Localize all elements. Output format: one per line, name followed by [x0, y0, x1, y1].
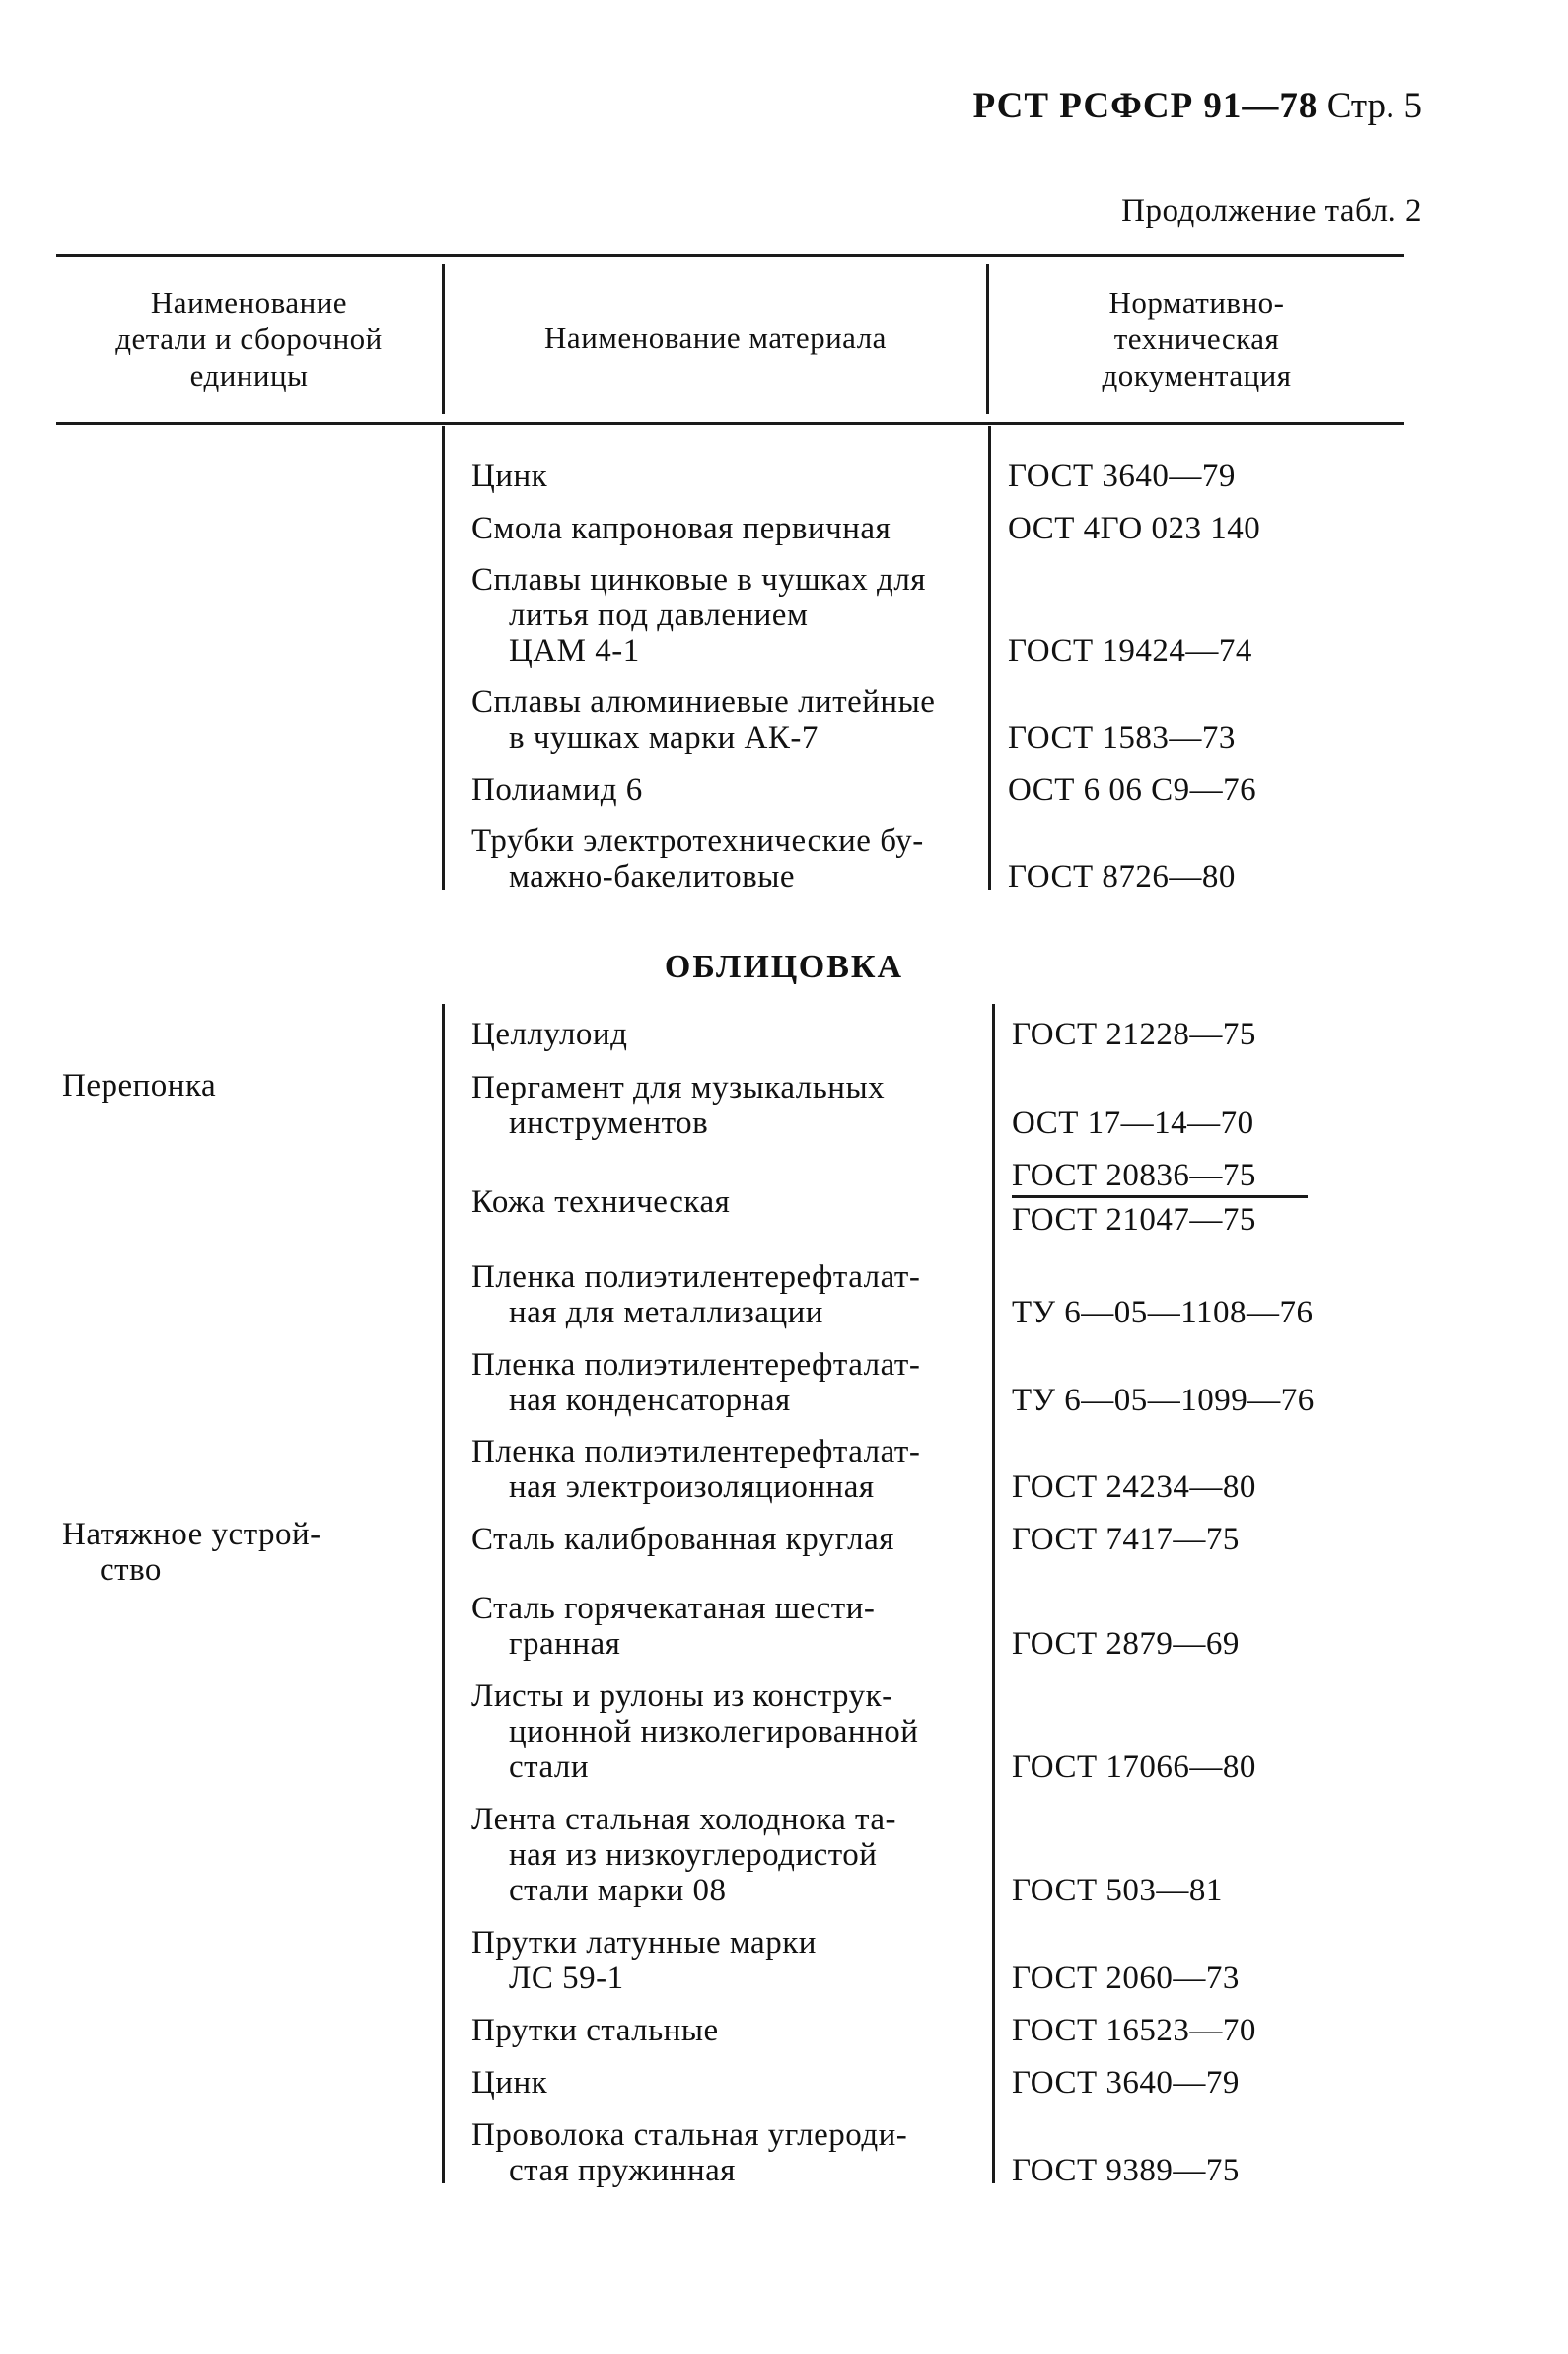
page-header: [973, 85, 1422, 127]
doc-cell: ГОСТ 24234—80: [1012, 1469, 1256, 1505]
doc-cell: ГОСТ 19424—74: [1008, 633, 1252, 669]
table-header-bottom-rule: [56, 422, 1404, 425]
body-divider-left-2: [442, 1004, 445, 2183]
doc-cell: ГОСТ 2879—69: [1012, 1626, 1240, 1662]
doc-cell: ГОСТ 21228—75: [1012, 1017, 1256, 1052]
doc-cell: ОСТ 6 06 С9—76: [1008, 772, 1257, 808]
material-cell: Прутки стальные: [471, 2013, 719, 2048]
material-cell: Листы и рулоны из конструк- ционной низколегированной стали: [471, 1678, 919, 1785]
table-top-rule: [56, 254, 1404, 257]
material-cell: Цинк: [471, 2065, 548, 2101]
material-cell: Сплавы алюминиевые литейные в чушках марки АК-7: [471, 684, 936, 755]
column-header-doc: Нормативно- техническая документация: [1102, 285, 1292, 392]
doc-fraction-top: ГОСТ 20836—75: [1012, 1158, 1308, 1198]
material-cell: Лента стальная холоднока та- ная из низкоуглеродистой стали марки 08: [471, 1802, 897, 1908]
material-cell: Смола капроновая первичная: [471, 511, 891, 546]
doc-cell: ГОСТ 503—81: [1012, 1873, 1223, 1908]
doc-cell: ГОСТ 1583—73: [1008, 720, 1236, 755]
doc-cell: ОСТ 4ГО 023 140: [1008, 511, 1261, 546]
doc-cell: ОСТ 17—14—70: [1012, 1106, 1254, 1141]
doc-cell: ТУ 6—05—1099—76: [1012, 1383, 1315, 1418]
material-cell: Прутки латунные марки ЛС 59-1: [471, 1925, 817, 1996]
column-header-material: Наименование материала: [544, 321, 887, 355]
doc-cell: ГОСТ 2060—73: [1012, 1961, 1240, 1996]
material-cell: Проволока стальная углероди- стая пружинная: [471, 2117, 908, 2188]
doc-cell: ГОСТ 3640—79: [1012, 2065, 1240, 2101]
part-name-tensioner: Натяжное устрой- ство: [62, 1517, 321, 1588]
doc-cell: ТУ 6—05—1108—76: [1012, 1295, 1314, 1330]
material-cell: Пленка полиэтилентерефталат- ная для металлизации: [471, 1259, 921, 1330]
material-cell: Полиамид 6: [471, 772, 643, 808]
material-cell: Цинк: [471, 459, 548, 494]
doc-cell: ГОСТ 9389—75: [1012, 2153, 1240, 2188]
doc-fraction-bottom: ГОСТ 21047—75: [1012, 1202, 1256, 1238]
page-number: Стр. 5: [1326, 86, 1422, 126]
part-name-membrane: Перепонка: [62, 1068, 217, 1104]
body-divider-left-1: [442, 426, 445, 890]
material-cell: Трубки электротехнические бу- мажно-бакелитовые: [471, 823, 924, 894]
column-header-part: Наименование детали и сборочной единицы: [115, 285, 383, 392]
material-cell: Пленка полиэтилентерефталат- ная конденсаторная: [471, 1347, 921, 1418]
material-cell: Пленка полиэтилентерефталат- ная электроизоляционная: [471, 1434, 921, 1505]
material-cell: Целлулоид: [471, 1017, 628, 1052]
doc-cell: ГОСТ 17066—80: [1012, 1749, 1256, 1785]
doc-cell: ГОСТ 8726—80: [1008, 859, 1236, 894]
material-cell: Кожа техническая: [471, 1184, 731, 1220]
doc-cell: ГОСТ 3640—79: [1008, 459, 1236, 494]
material-cell: Пергамент для музыкальных инструментов: [471, 1070, 886, 1141]
standard-number: РСТ РСФСР 91—78: [972, 86, 1319, 126]
table-continuation-label: Продолжение табл. 2: [1121, 193, 1422, 229]
doc-cell-fraction: [1012, 1158, 1308, 1238]
section-title: ОБЛИЦОВКА: [664, 949, 904, 985]
material-cell: Сплавы цинковые в чушках для литья под давлением ЦАМ 4-1: [471, 562, 926, 669]
doc-cell: ГОСТ 7417—75: [1012, 1522, 1240, 1557]
material-cell: Сталь калиброванная круглая: [471, 1522, 894, 1557]
material-cell: Сталь горячекатаная шести- гранная: [471, 1591, 876, 1662]
doc-cell: ГОСТ 16523—70: [1012, 2013, 1256, 2048]
